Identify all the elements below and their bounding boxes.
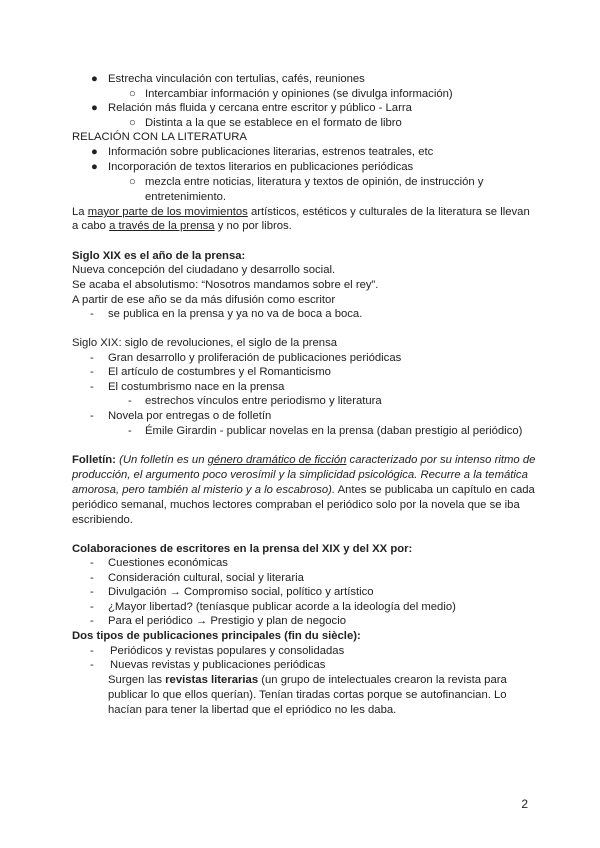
section-heading: Colaboraciones de escritores en la prensa del XIX y del XX por: bbox=[72, 543, 413, 555]
list-item: El artículo de costumbres y el Romanticismo bbox=[108, 366, 331, 378]
paragraph-line: Siglo XIX: siglo de revoluciones, el siglo de la prensa bbox=[72, 337, 338, 349]
list-item: Periódicos y revistas populares y consolidadas bbox=[110, 645, 345, 657]
dash-bullet-icon: - bbox=[128, 395, 132, 407]
dash-bullet-icon: - bbox=[90, 572, 94, 584]
list-item: Consideración cultural, social y literaria bbox=[108, 572, 304, 584]
circle-bullet-icon: ○ bbox=[129, 176, 136, 188]
paragraph-line: producción, el argumento poco verosímil y la simplicidad psicológica. Recurre a la temática bbox=[72, 469, 528, 481]
dash-bullet-icon: - bbox=[90, 659, 94, 671]
list-item: mezcla entre noticias, literatura y textos de opinión, de instrucción y bbox=[145, 176, 484, 188]
dash-bullet-icon: - bbox=[90, 586, 94, 598]
list-item-continuation: entretenimiento. bbox=[145, 191, 227, 203]
list-item: Gran desarrollo y proliferación de publicaciones periódicas bbox=[108, 352, 402, 364]
list-item: Distinta a la que se establece en el formato de libro bbox=[145, 117, 402, 129]
bullet-icon: ● bbox=[91, 102, 98, 114]
circle-bullet-icon: ○ bbox=[129, 117, 136, 129]
paragraph-line: Se acaba el absolutismo: “Nosotros mandamos sobre el rey”. bbox=[72, 279, 379, 291]
paragraph-line: escribiendo. bbox=[72, 514, 133, 526]
section-heading: Dos tipos de publicaciones principales (fin du siècle): bbox=[72, 630, 361, 642]
paragraph-line: A partir de ese año se da más difusión como escritor bbox=[72, 294, 336, 306]
list-item: Nuevas revistas y publicaciones periódicas bbox=[110, 659, 326, 671]
underlined-text: a través de la prensa bbox=[109, 220, 215, 232]
dash-bullet-icon: - bbox=[90, 381, 94, 393]
list-item: Información sobre publicaciones literarias, estrenos teatrales, etc bbox=[108, 146, 434, 158]
dash-bullet-icon: - bbox=[128, 425, 132, 437]
dash-bullet-icon: - bbox=[90, 308, 94, 320]
page-number: 2 bbox=[521, 797, 528, 811]
list-item: Divulgación → Compromiso social, político y artístico bbox=[108, 586, 374, 598]
list-item: Relación más fluida y cercana entre escritor y público - Larra bbox=[108, 102, 412, 114]
dash-bullet-icon: - bbox=[90, 557, 94, 569]
section-heading: Siglo XIX es el año de la prensa: bbox=[72, 250, 246, 262]
list-item: Incorporación de textos literarios en publicaciones periódicas bbox=[108, 161, 414, 173]
paragraph-line: periódico semanal, muchos lectores compraban el periódico solo por la novela que se iba bbox=[72, 499, 520, 511]
bullet-icon: ● bbox=[91, 146, 98, 158]
paragraph-line: hacían para tener la libertad que el epriódico no les daba. bbox=[108, 704, 397, 716]
list-item: Intercambiar información y opiniones (se divulga información) bbox=[145, 88, 453, 100]
dash-bullet-icon: - bbox=[90, 601, 94, 613]
term-label: Folletín: bbox=[72, 454, 116, 466]
dash-bullet-icon: - bbox=[90, 352, 94, 364]
dash-bullet-icon: - bbox=[90, 615, 94, 627]
underlined-text: mayor parte de los movimientos bbox=[87, 206, 248, 218]
circle-bullet-icon: ○ bbox=[129, 88, 136, 100]
bullet-icon: ● bbox=[91, 73, 98, 85]
bold-term: revistas literarias bbox=[165, 674, 259, 686]
list-item: Cuestiones económicas bbox=[108, 557, 228, 569]
section-heading: RELACIÓN CON LA LITERATURA bbox=[72, 131, 247, 143]
list-item: Novela por entregas o de folletín bbox=[108, 410, 272, 422]
bullet-icon: ● bbox=[91, 161, 98, 173]
paragraph-line: Nueva concepción del ciudadano y desarrollo social. bbox=[72, 264, 336, 276]
list-item: Émile Girardin - publicar novelas en la prensa (daban prestigio al periódico) bbox=[145, 425, 523, 437]
dash-bullet-icon: - bbox=[90, 410, 94, 422]
list-item: Para el periódico → Prestigio y plan de negocio bbox=[108, 615, 347, 627]
list-item: estrechos vínculos entre periodismo y literatura bbox=[145, 395, 382, 407]
list-item: El costumbrismo nace en la prensa bbox=[108, 381, 285, 393]
underlined-text: género dramático de ficción bbox=[207, 454, 347, 466]
paragraph-line: La mayor parte de los movimientos artísticos, estéticos y culturales de la literatura se llevan bbox=[72, 206, 530, 218]
list-item: Estrecha vinculación con tertulias, cafés, reuniones bbox=[108, 73, 365, 85]
dash-bullet-icon: - bbox=[90, 366, 94, 378]
dash-bullet-icon: - bbox=[90, 645, 94, 657]
list-item: se publica en la prensa y ya no va de boca a boca. bbox=[108, 308, 363, 320]
paragraph-line: a cabo a través de la prensa y no por libros. bbox=[72, 220, 292, 232]
paragraph-line: Surgen las revistas literarias (un grupo de intelectuales crearon la revista para bbox=[108, 674, 507, 686]
paragraph-line: Folletín: (Un folletín es un género dramático de ficción caracterizado por su intenso ritmo de bbox=[72, 454, 536, 466]
paragraph-line: publicar lo que ellos querían). Tenían tiradas cortas porque se autofinancian. Lo bbox=[108, 689, 507, 701]
paragraph-line: amorosa, pero también al misterio y a lo escabroso). Antes se publicaba un capítulo en cada bbox=[72, 484, 535, 496]
list-item: ¿Mayor libertad? (teníasque publicar acorde a la ideología del medio) bbox=[108, 601, 456, 613]
